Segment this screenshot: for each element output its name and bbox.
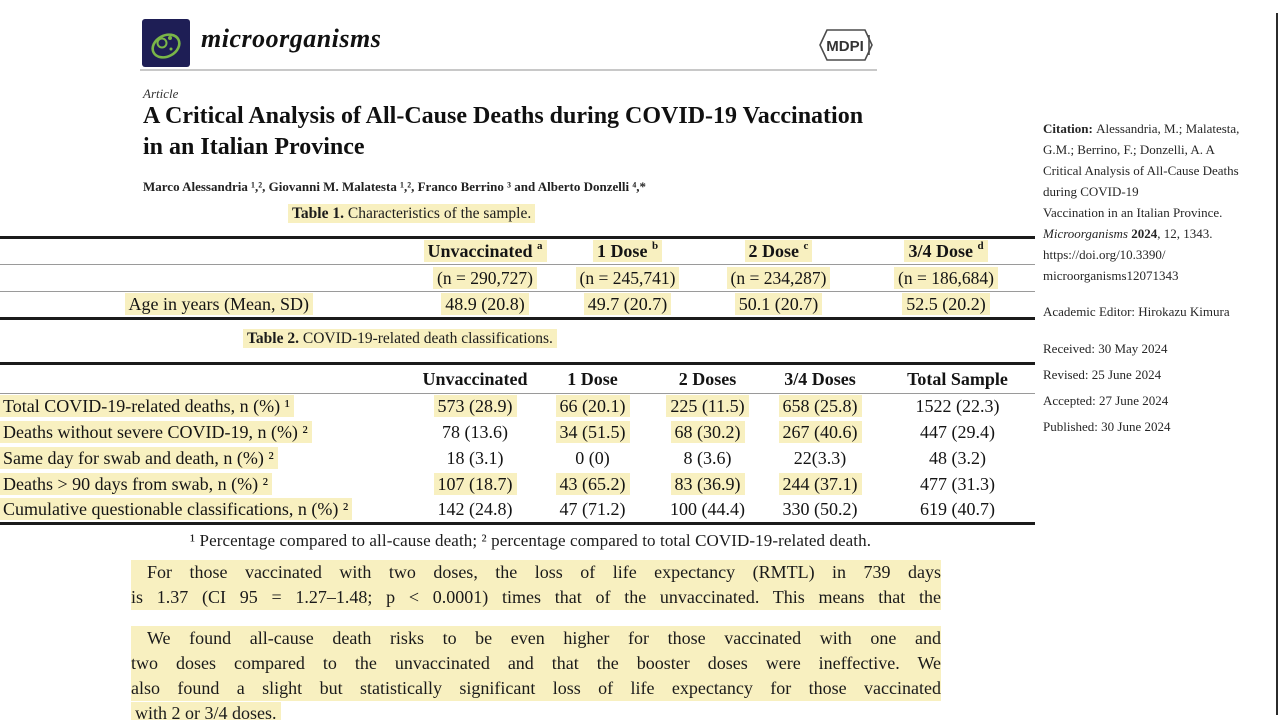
table2-footnote: ¹ Percentage compared to all-cause death; ² percentage compared to total COVID-19-related death. bbox=[190, 531, 872, 550]
table2-col-2doses: 2 Doses bbox=[678, 368, 737, 389]
journal-logo-icon bbox=[142, 19, 190, 67]
citation-journal-line: Microorganisms 2024, 12, 1343. bbox=[1043, 226, 1213, 241]
academic-editor: Academic Editor: Hirokazu Kimura bbox=[1043, 304, 1230, 319]
table1-n-unvaccinated: (n = 290,727) bbox=[415, 265, 555, 292]
citation-line: during COVID-19 bbox=[1043, 184, 1139, 199]
table2-col-total: Total Sample bbox=[907, 368, 1008, 389]
table-row: Cumulative questionable classifications, n (%) ² 142 (24.8) 47 (71.2) 100 (44.4) 330 (50.2) 619 (40.7) bbox=[0, 498, 1035, 524]
table1-n-2dose: (n = 234,287) bbox=[700, 265, 857, 292]
table-2-death-classifications bbox=[0, 362, 1035, 525]
article-type-label: Article bbox=[143, 86, 179, 101]
paper-title: A Critical Analysis of All-Cause Deaths during COVID-19 Vaccination in an Italian Province bbox=[143, 103, 864, 160]
table2-col-1dose: 1 Dose bbox=[567, 368, 618, 389]
table2-header-row bbox=[0, 364, 1035, 394]
table1-n-row bbox=[0, 265, 1035, 292]
table1-n-1dose: (n = 245,741) bbox=[555, 265, 700, 292]
header-divider bbox=[140, 69, 877, 71]
revised-date: Revised: 25 June 2024 bbox=[1043, 367, 1162, 382]
table1-col-2dose: 2 Dose $^c$ bbox=[700, 238, 857, 265]
table-row: Deaths without severe COVID-19, n (%) ² 78 (13.6) 34 (51.5) 68 (30.2) 267 (40.6) 447 (29.4) bbox=[0, 420, 1035, 446]
mdpi-logo-icon bbox=[812, 25, 880, 65]
paragraph-conclusions: We found all-cause death risks to be even higher for those vaccinated with one and two doses compared to the unvaccinated and that the booster doses were ineffective. We also found a slight but statistically significant loss of life expectancy for those vaccinated with 2 or 3/4 doses. bbox=[131, 626, 941, 720]
journal-name: microorganisms bbox=[201, 24, 382, 53]
citation-line: Critical Analysis of All-Cause Deaths bbox=[1043, 163, 1239, 178]
citation-line: Citation: Alessandria, M.; Malatesta, bbox=[1043, 121, 1240, 136]
page-right-border bbox=[1276, 13, 1278, 715]
citation-sidebar bbox=[1043, 118, 1279, 440]
table2-col-34doses: 3/4 Doses bbox=[784, 368, 856, 389]
published-date: Published: 30 June 2024 bbox=[1043, 419, 1171, 434]
doi-link[interactable]: microorganisms12071343 bbox=[1043, 268, 1179, 283]
received-date: Received: 30 May 2024 bbox=[1043, 341, 1168, 356]
table1-n-34dose: (n = 186,684) bbox=[857, 265, 1035, 292]
table-1-characteristics bbox=[0, 236, 1035, 320]
table1-col-unvaccinated: Unvaccinated $^a$ bbox=[415, 238, 555, 265]
table1-age-row: Age in years (Mean, SD) 48.9 (20.8) 49.7 (20.7) 50.1 (20.7) 52.5 (20.2) bbox=[0, 292, 1035, 319]
table1-col-34dose: 3/4 Dose $^d$ bbox=[857, 238, 1035, 265]
table2-col-unvaccinated: Unvaccinated bbox=[422, 368, 528, 389]
table-row: Deaths > 90 days from swab, n (%) ² 107 (18.7) 43 (65.2) 83 (36.9) 244 (37.1) 477 (31.3) bbox=[0, 472, 1035, 498]
accepted-date: Accepted: 27 June 2024 bbox=[1043, 393, 1169, 408]
table-row: Same day for swab and death, n (%) ² 18 (3.1) 0 (0) 8 (3.6) 22(3.3) 48 (3.2) bbox=[0, 446, 1035, 472]
citation-line: G.M.; Berrino, F.; Donzelli, A. A bbox=[1043, 142, 1215, 157]
citation-line: Vaccination in an Italian Province. bbox=[1043, 205, 1223, 220]
table1-age-label: Age in years (Mean, SD) bbox=[0, 292, 415, 319]
table2-caption: Table 2. COVID-19-related death classifications. bbox=[243, 330, 557, 348]
table1-header-row bbox=[0, 238, 1035, 265]
table1-caption: Table 1. Characteristics of the sample. bbox=[288, 205, 535, 223]
table-row: Total COVID-19-related deaths, n (%) ¹ 573 (28.9) 66 (20.1) 225 (11.5) 658 (25.8) 1522 (22.3) bbox=[0, 394, 1035, 420]
table1-col-1dose: 1 Dose $^b$ bbox=[555, 238, 700, 265]
doi-link[interactable]: https://doi.org/10.3390/ bbox=[1043, 247, 1166, 262]
paragraph-rmtl: For those vaccinated with two doses, the loss of life expectancy (RMTL) in 739 days is 1.37 (CI 95 = 1.27–1.48; p < 0.0001) times that of the unvaccinated. This means that the bbox=[131, 560, 941, 610]
svg-text:MDPI: MDPI bbox=[826, 38, 864, 55]
authors-line: Marco Alessandria ¹,², Giovanni M. Malatesta ¹,², Franco Berrino ³ and Alberto Donzelli ⁴,* bbox=[143, 179, 647, 194]
